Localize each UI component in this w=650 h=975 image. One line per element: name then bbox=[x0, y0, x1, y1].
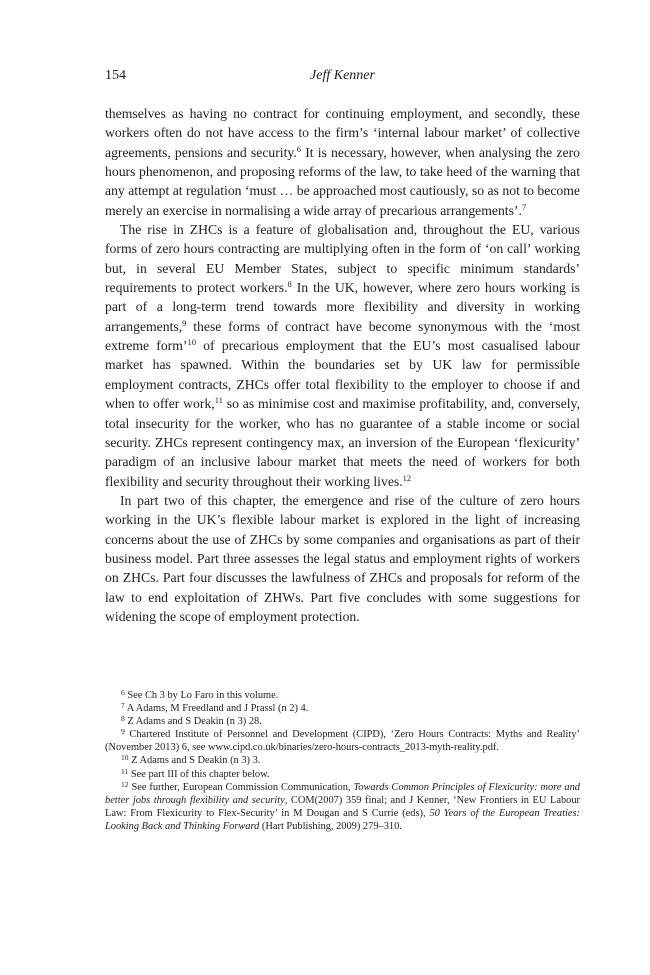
footnote-number: 9 bbox=[121, 727, 125, 737]
footnote bbox=[105, 715, 580, 728]
footnote-number: 7 bbox=[121, 701, 125, 711]
footnote bbox=[105, 728, 580, 754]
text-run: The rise in ZHCs is a feature of globalisation and, throughout the EU, various forms of zero hours contracting are multiplying often in the form of ‘on call’ working but, in several EU Member States, subject to specific minimum standards’ requirements to protect workers. bbox=[105, 222, 580, 296]
footnote-reference: 9 bbox=[182, 317, 187, 328]
footnote-number: 12 bbox=[121, 779, 129, 789]
footnote bbox=[105, 754, 580, 767]
text-run: Chartered Institute of Personnel and Development (CIPD), ‘Zero Hours Contracts: Myths and Reality’ (November 2013) 6, see www.cipd.co.uk/binaries/zero-hours-contracts_2013-myth-reality.pdf. bbox=[105, 729, 580, 754]
text-run: See part III of this chapter below. bbox=[130, 768, 270, 780]
text-run: See Ch 3 by Lo Faro in this volume. bbox=[127, 690, 279, 701]
footnote-number: 6 bbox=[121, 688, 125, 697]
text-run: , COM(2007) 359 final; and J Kenner, ‘New Frontiers in EU Labour Law: From Flexicurity to Flex-Security’ in M Dougan and S Currie (eds), bbox=[105, 794, 580, 819]
footnote bbox=[105, 768, 580, 781]
text-run: of precarious employment that the EU’s most casualised labour market has spawned. Within the boundaries set by UK law for permissible employment contracts, ZHCs offer total flexibility to the employer to choose if and when to offer work, bbox=[105, 338, 580, 412]
footnote-reference: 8 bbox=[287, 279, 292, 290]
footnote-reference: 10 bbox=[187, 337, 196, 348]
text-run: Z Adams and S Deakin (n 3) 28. bbox=[127, 716, 262, 728]
footnote-number: 10 bbox=[121, 753, 129, 763]
body-paragraph bbox=[105, 104, 580, 220]
footnote-reference: 7 bbox=[521, 201, 527, 212]
text-run: In the UK, however, where zero hours working is part of a long-term trend towards more flexibility and diversity in working arrangements, bbox=[105, 280, 580, 334]
footnote bbox=[105, 781, 580, 833]
body-paragraph bbox=[105, 491, 580, 626]
body-text bbox=[105, 104, 580, 626]
text-run: these forms of contract have become synonymous with the ‘most extreme form’ bbox=[105, 318, 580, 354]
text-run: In part two of this chapter, the emergence and rise of the culture of zero hours working in the UK’s flexible labour market is explored in the light of increasing concerns about the use of ZHCs by some companies and organisations as part of their business model. Part three assesses the legal status and employment rights of workers on ZHCs. Part four discusses the lawfulness of ZHCs and proposals for reform of the law to end exploitation of ZHWs. Part five concludes with some suggestions for widening the scope of employment protection. bbox=[105, 492, 580, 624]
text-run: It is necessary, however, when analysing the zero hours phenomenon, and proposing reforms of the law, to take heed of the warning that any attempt at regulation ‘must … be approached most cautiously, so as not to become merely an exercise in normalising a wide array of precarious arrangements’. bbox=[105, 144, 580, 218]
italic-title: 50 Years of the European Treaties: Looking Back and Thinking Forward bbox=[105, 807, 580, 832]
footnote-number: 8 bbox=[121, 714, 125, 724]
footnote bbox=[105, 689, 580, 702]
text-run: (Hart Publishing, 2009) 279–310. bbox=[259, 820, 402, 832]
footnote-reference: 6 bbox=[296, 143, 302, 154]
footnote-reference: 11 bbox=[214, 395, 223, 406]
body-paragraph bbox=[105, 220, 580, 491]
footnotes bbox=[105, 689, 580, 833]
text-run: so as minimise cost and maximise profitability, and, conversely, total insecurity for the worker, who has no guarantee of a stable income or social security. ZHCs represent contingency max, an inversion of the European ‘flexicurity’ paradigm of an inclusive labour market that meets the need of workers for both flexibility and security throughout their working lives. bbox=[105, 396, 580, 489]
footnote-number: 11 bbox=[121, 766, 129, 776]
page-number: 154 bbox=[105, 68, 126, 83]
text-run: themselves as having no contract for continuing employment, and secondly, these workers often do not have access to the firm’s ‘internal labour market’ of collective agreements, pensions and security. bbox=[105, 106, 580, 160]
text-run: Z Adams and S Deakin (n 3) 3. bbox=[131, 755, 261, 767]
italic-title: Towards Common Principles of Flexicurity: more and better jobs through flexibility and security bbox=[105, 781, 580, 806]
footnote bbox=[105, 702, 580, 715]
running-head-author: Jeff Kenner bbox=[310, 68, 375, 83]
text-run: See further, European Commission Communication, bbox=[131, 781, 354, 793]
text-run: A Adams, M Freedland and J Prassl (n 2) 4. bbox=[126, 703, 309, 715]
footnote-reference: 12 bbox=[402, 472, 412, 483]
running-header bbox=[105, 68, 580, 88]
